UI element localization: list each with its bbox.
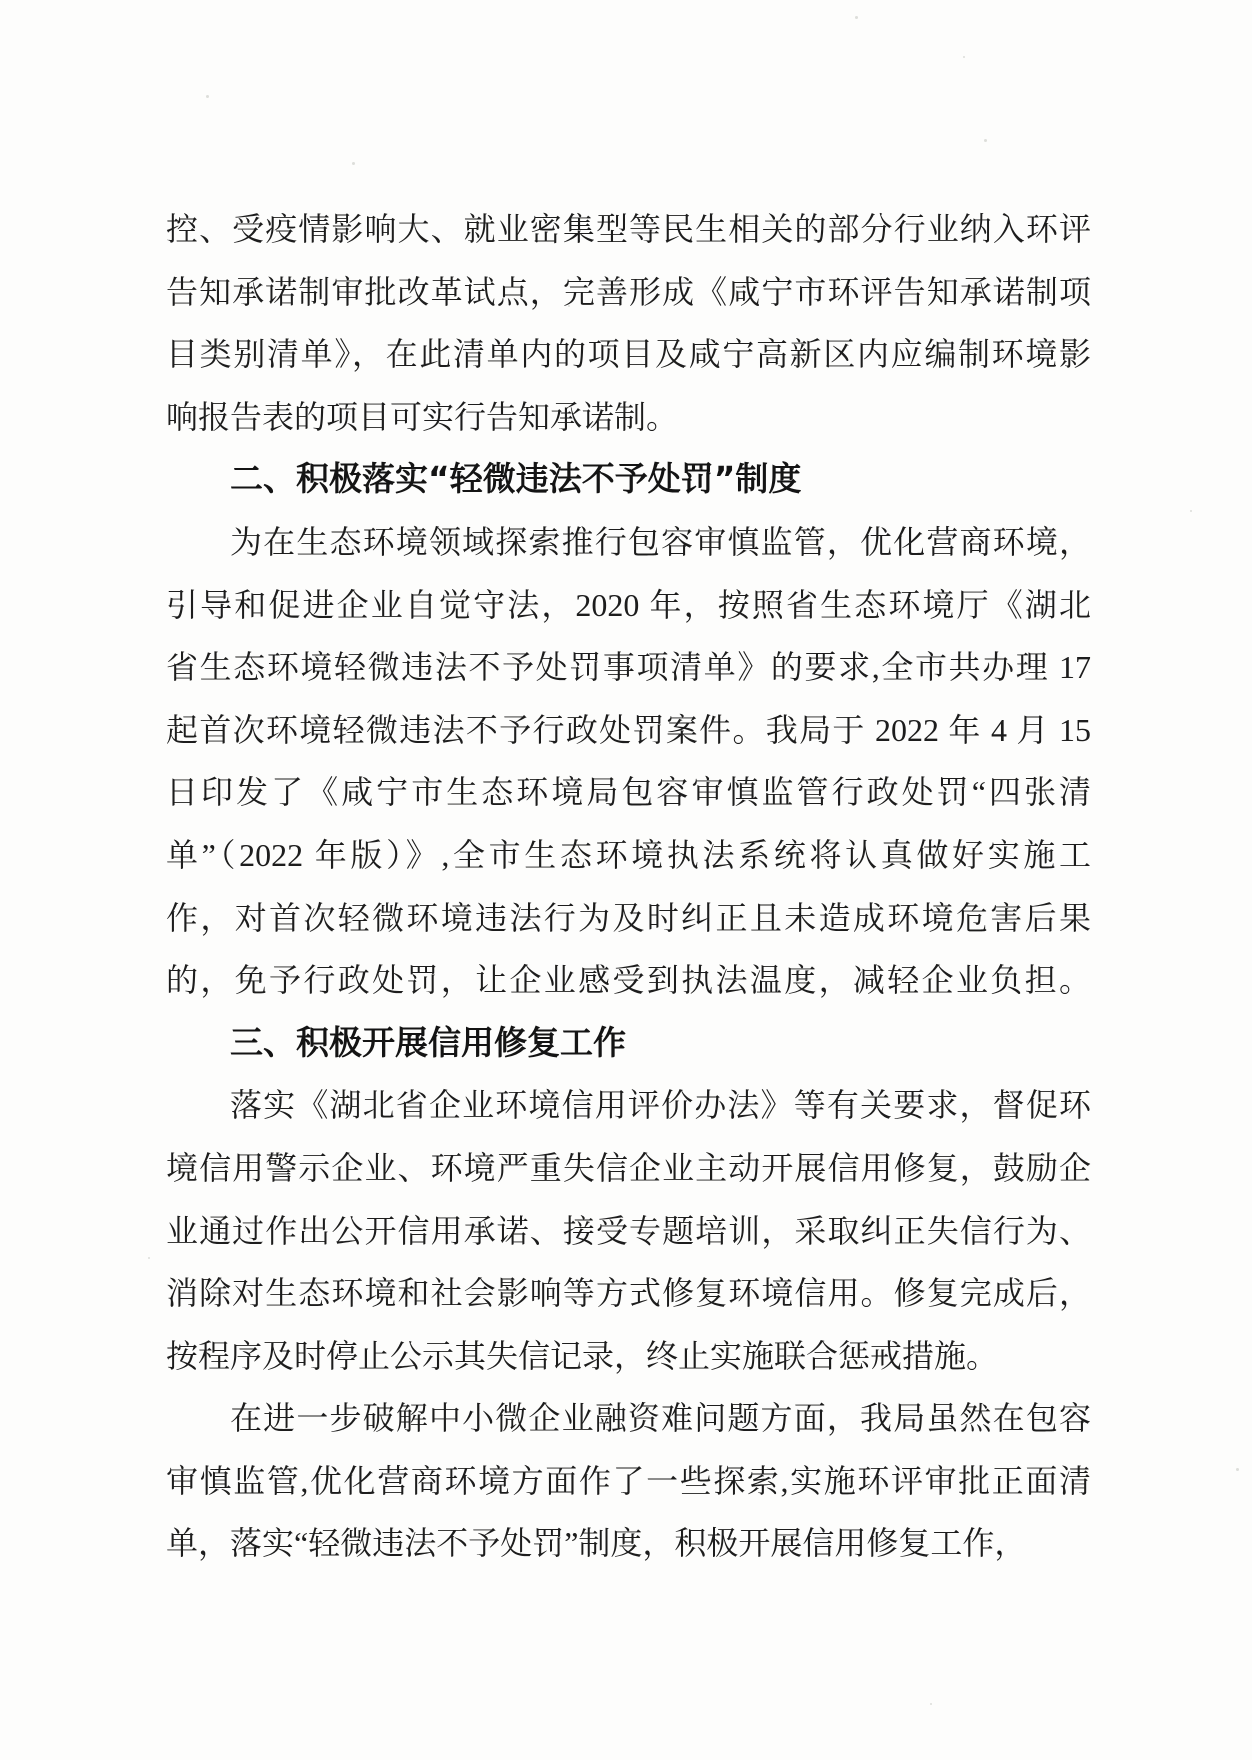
text-line: 按程序及时停止公示其失信记录，终止实施联合惩戒措施。 xyxy=(166,1337,999,1374)
section-heading: 二、积极落实“轻微违法不予处罚”制度 xyxy=(230,459,802,499)
text-line: 单，落实“轻微违法不予处罚”制度，积极开展信用修复工作， xyxy=(166,1525,1027,1562)
text-line: 落实《湖北省企业环境信用评价办法》等有关要求，督促环 xyxy=(230,1087,1091,1124)
scan-speck xyxy=(352,162,355,165)
text-line: 引导和促进企业自觉守法，2020 年，按照省生态环境厅《湖北 xyxy=(166,586,1091,623)
scan-speck xyxy=(984,139,987,142)
scan-speck xyxy=(568,305,570,307)
text-line: 目类别清单》，在此清单内的项目及咸宁高新区内应编制环境影 xyxy=(166,336,1091,373)
scan-speck xyxy=(206,95,209,98)
text-line: 审慎监管,优化营商环境方面作了一些探索,实施环评审批正面清 xyxy=(166,1462,1091,1499)
scan-speck xyxy=(855,16,858,19)
text-line: 单”（2022 年版）》,全市生态环境执法系统将认真做好实施工 xyxy=(166,836,1091,873)
section-heading: 三、积极开展信用修复工作 xyxy=(230,1022,626,1062)
text-line: 消除对生态环境和社会影响等方式修复环境信用。修复完成后， xyxy=(166,1275,1091,1312)
text-line: 告知承诺制审批改革试点，完善形成《咸宁市环评告知承诺制项 xyxy=(166,273,1091,310)
text-column xyxy=(166,198,1091,1575)
text-line: 日印发了《咸宁市生态环境局包容审慎监管行政处罚“四张清 xyxy=(166,774,1091,811)
text-line: 业通过作出公开信用承诺、接受专题培训，采取纠正失信行为、 xyxy=(166,1212,1091,1249)
scan-speck xyxy=(930,1703,932,1705)
scan-speck xyxy=(148,1257,150,1259)
text-line: 省生态环境轻微违法不予处罚事项清单》的要求,全市共办理 17 xyxy=(166,649,1091,686)
scan-speck xyxy=(1236,1468,1239,1471)
text-line: 响报告表的项目可实行告知承诺制。 xyxy=(166,398,679,435)
scan-speck xyxy=(963,56,965,58)
text-line: 作，对首次轻微环境违法行为及时纠正且未造成环境危害后果 xyxy=(166,899,1091,936)
text-line: 控、受疫情影响大、就业密集型等民生相关的部分行业纳入环评 xyxy=(166,211,1091,247)
text-line: 境信用警示企业、环境严重失信企业主动开展信用修复，鼓励企 xyxy=(166,1149,1091,1186)
scan-speck xyxy=(1190,510,1192,512)
text-line: 在进一步破解中小微企业融资难问题方面，我局虽然在包容 xyxy=(230,1400,1091,1437)
text-line: 起首次环境轻微违法不予行政处罚案件。我局于 2022 年 4 月 15 xyxy=(166,711,1091,748)
text-line: 的，免予行政处罚，让企业感受到执法温度，减轻企业负担。 xyxy=(166,962,1091,999)
text-line: 为在生态环境领域探索推行包容审慎监管，优化营商环境， xyxy=(230,523,1091,560)
